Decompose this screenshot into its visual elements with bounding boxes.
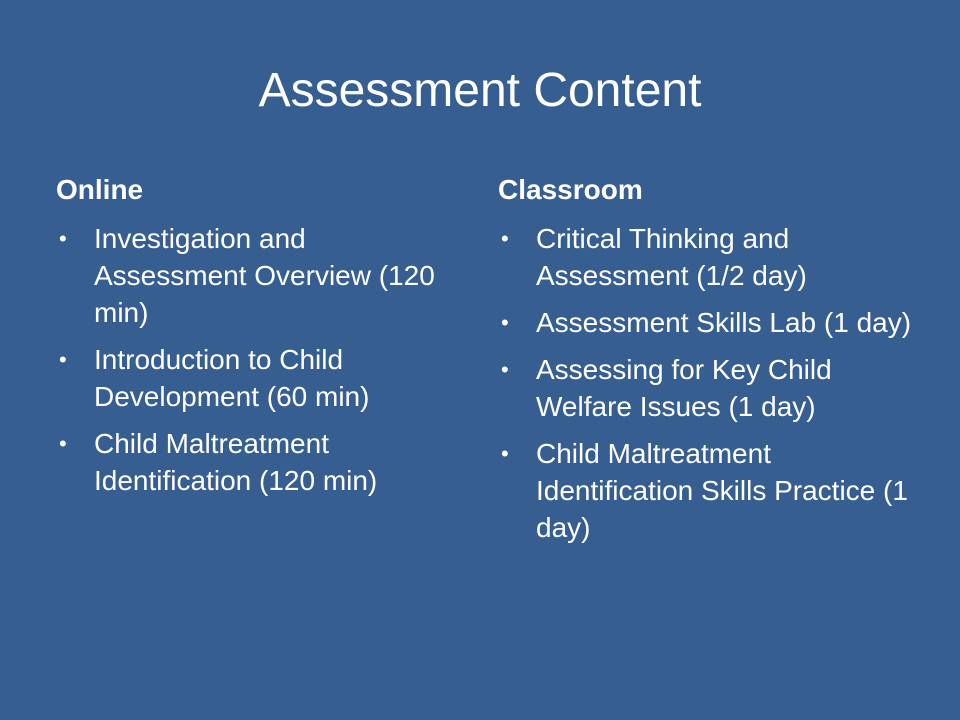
bullet-icon: • (501, 357, 509, 382)
list-item (56, 341, 456, 415)
bullet-icon: • (501, 226, 509, 251)
list-item-text: Child Maltreatment Identification Skills Practice (1 day) (536, 438, 908, 543)
list-item (56, 220, 456, 331)
slide-title: Assessment Content (258, 64, 702, 117)
list-item (498, 304, 918, 341)
list-item (498, 351, 918, 425)
online-list (56, 220, 456, 499)
classroom-column (498, 170, 918, 556)
list-item (498, 220, 918, 294)
list-item (56, 425, 456, 499)
bullet-icon: • (59, 226, 67, 251)
classroom-list (498, 220, 918, 546)
bullet-icon: • (59, 431, 67, 456)
bullet-icon: • (59, 347, 67, 372)
list-item-text: Child Maltreatment Identification (120 min) (94, 428, 378, 496)
list-item-text: Critical Thinking and Assessment (1/2 day) (536, 223, 807, 291)
list-item-text: Investigation and Assessment Overview (120 min) (94, 223, 435, 328)
list-item-text: Assessing for Key Child Welfare Issues (1 day) (536, 354, 832, 422)
list-item (498, 435, 918, 546)
online-heading: Online (56, 174, 144, 205)
bullet-icon: • (501, 441, 509, 466)
list-item-text: Introduction to Child Development (60 min) (94, 344, 370, 412)
online-column (56, 170, 456, 509)
classroom-heading: Classroom (498, 174, 643, 205)
list-item-text: Assessment Skills Lab (1 day) (536, 307, 912, 338)
bullet-icon: • (501, 310, 509, 335)
